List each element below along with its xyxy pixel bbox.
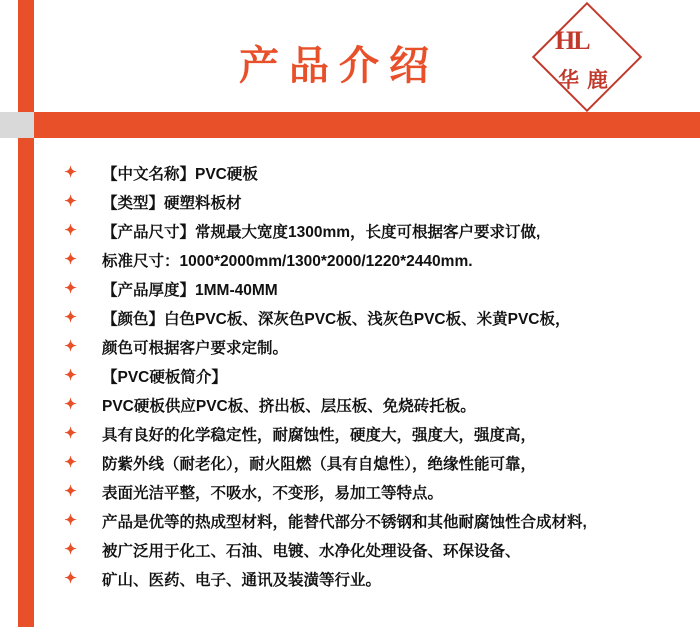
bullet-icon: ✦: [64, 541, 77, 558]
list-item-text: 矿山、医药、电子、通讯及装潢等行业。: [102, 572, 382, 589]
list-item-text: 防紫外线（耐老化），耐火阻燃（具有自熄性），绝缘性能可靠，: [102, 456, 537, 473]
list-item-text: 具有良好的化学稳定性，耐腐蚀性，硬度大，强度大，强度高，: [102, 427, 537, 444]
bullet-icon: ✦: [64, 309, 77, 326]
list-item: [34, 537, 700, 566]
bullet-icon: ✦: [64, 483, 77, 500]
list-item: [34, 160, 700, 189]
list-item: [34, 450, 700, 479]
list-item: [34, 189, 700, 218]
logo-initials: HL: [555, 26, 589, 55]
logo-company-name: 华鹿: [558, 68, 616, 92]
content-area: [34, 138, 700, 627]
bullet-icon: ✦: [64, 570, 77, 587]
document-header: [34, 0, 700, 112]
bullet-icon: ✦: [64, 280, 77, 297]
list-item: [34, 566, 700, 595]
page-title: 产品介绍: [239, 43, 439, 88]
list-item: [34, 247, 700, 276]
list-item-text: 被广泛用于化工、石油、电镀、水净化处理设备、环保设备、: [102, 543, 521, 560]
bullet-icon: ✦: [64, 251, 77, 268]
bullet-icon: ✦: [64, 396, 77, 413]
list-item: [34, 334, 700, 363]
list-item: [34, 305, 700, 334]
logo-diamond-shape: [532, 2, 642, 112]
bullet-icon: ✦: [64, 164, 77, 181]
list-item-text: 【类型】硬塑料板材: [102, 195, 242, 212]
bullet-icon: ✦: [64, 193, 77, 210]
list-item: [34, 392, 700, 421]
list-item: [34, 479, 700, 508]
bullet-icon: ✦: [64, 338, 77, 355]
list-item-text: 【颜色】白色PVC板、深灰色PVC板、浅灰色PVC板、米黄PVC板，: [102, 311, 571, 328]
left-accent-bar: [18, 0, 34, 627]
bullet-icon: ✦: [64, 454, 77, 471]
list-item-text: 【产品尺寸】常规最大宽度1300mm，长度可根据客户要求订做,: [102, 224, 541, 241]
list-item-text: 产品是优等的热成型材料，能替代部分不锈钢和其他耐腐蚀性合成材料,: [102, 514, 587, 531]
list-item: [34, 421, 700, 450]
bullet-icon: ✦: [64, 425, 77, 442]
list-item-text: 表面光洁平整，不吸水，不变形，易加工等特点。: [102, 485, 444, 502]
list-item: [34, 276, 700, 305]
bullet-icon: ✦: [64, 367, 77, 384]
list-item: [34, 218, 700, 247]
list-item-text: 标准尺寸：1000*2000mm/1300*2000/1220*2440mm.: [102, 253, 473, 270]
header-separator-band: [34, 112, 700, 138]
bullet-icon: ✦: [64, 512, 77, 529]
company-logo: [539, 16, 657, 112]
list-item-text: 【中文名称】PVC硬板: [102, 166, 258, 183]
bullet-icon: ✦: [64, 222, 77, 239]
list-item-text: 【产品厚度】1MM-40MM: [102, 282, 278, 299]
spec-list: [34, 138, 700, 595]
list-item-text: 【PVC硬板简介】: [102, 369, 227, 386]
band-notch: [0, 112, 34, 138]
list-item-text: 颜色可根据客户要求定制。: [102, 340, 289, 357]
list-item-text: PVC硬板供应PVC板、挤出板、层压板、免烧砖托板。: [102, 398, 476, 415]
list-item: [34, 508, 700, 537]
list-item: [34, 363, 700, 392]
